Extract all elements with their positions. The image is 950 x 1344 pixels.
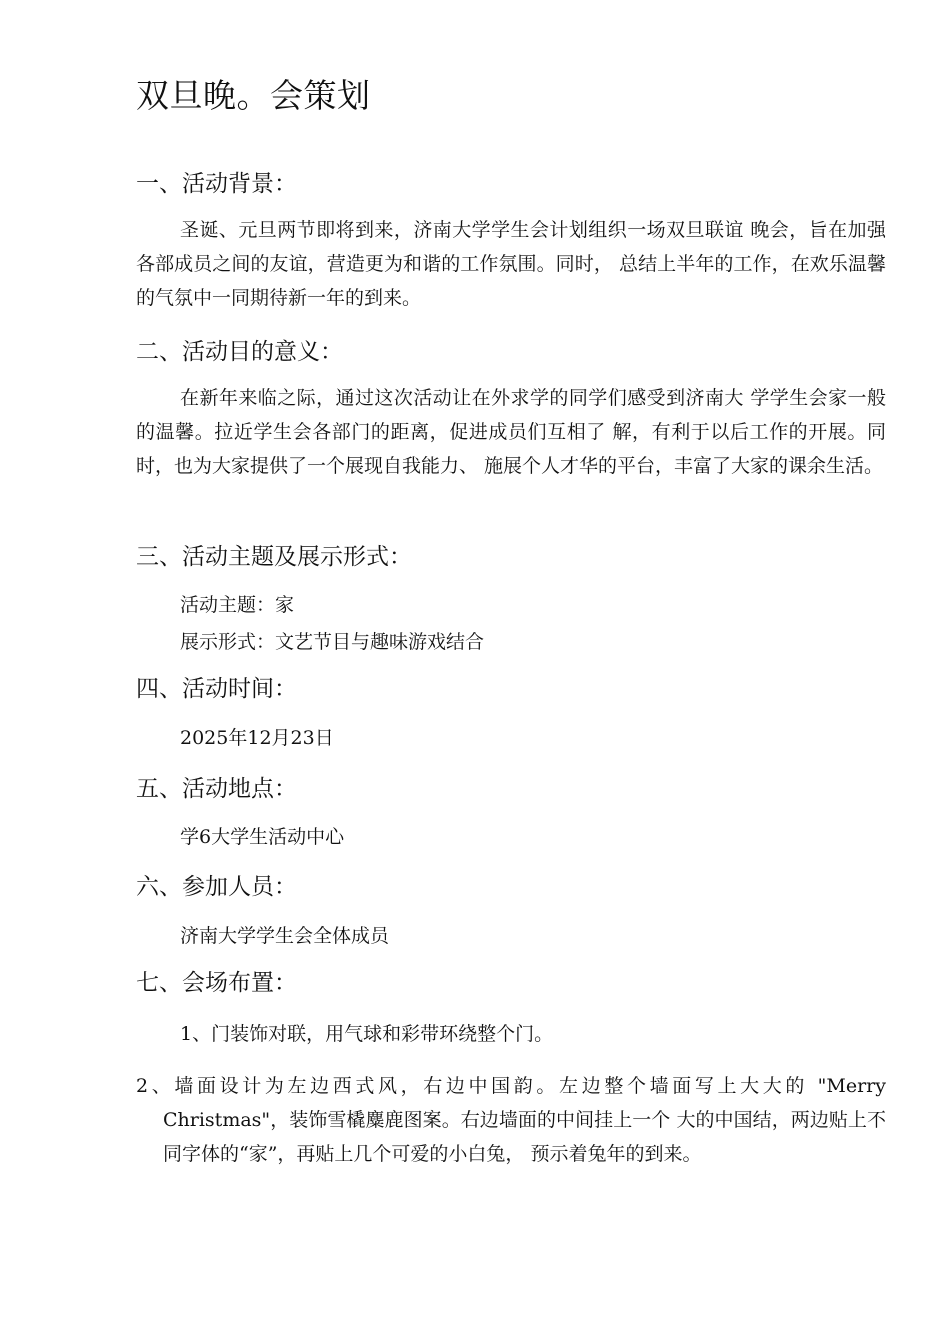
section-heading-participants: 六、参加人员： xyxy=(136,874,297,900)
section-heading-purpose: 二、活动目的意义： xyxy=(136,339,343,365)
venue-item-2: 2、墙面设计为左边西式风，右边中国韵。左边整个墙面写上大大的 "Merry Christmas"，装饰雪橇麋鹿图案。右边墙面的中间挂上一个 大的中国结，两边贴上不同字体的“家”，再贴上几个可爱的小白兔， 预示着兔年的到来。 xyxy=(136,1075,886,1165)
section-heading-location: 五、活动地点： xyxy=(136,776,297,802)
section-body-background: 圣诞、元旦两节即将到来，济南大学学生会计划组织一场双旦联谊 晚会，旨在加强各部成员之间的友谊，营造更为和谐的工作氛围。同时， 总结上半年的工作，在欢乐温馨的气氛中一同期待新一年的到来。 xyxy=(136,219,886,309)
event-participants: 济南大学学生会全体成员 xyxy=(180,925,390,947)
format-line: 展示形式：文艺节目与趣味游戏结合 xyxy=(180,631,485,653)
section-heading-theme: 三、活动主题及展示形式： xyxy=(136,544,412,570)
section-heading-venue: 七、会场布置： xyxy=(136,970,297,996)
section-heading-background: 一、活动背景： xyxy=(136,171,297,197)
theme-line: 活动主题：家 xyxy=(180,594,295,616)
venue-item-1: 1、门装饰对联，用气球和彩带环绕整个门。 xyxy=(180,1023,554,1045)
event-location: 学6大学生活动中心 xyxy=(180,826,345,848)
section-body-purpose: 在新年来临之际，通过这次活动让在外求学的同学们感受到济南大 学学生会家一般的温馨。拉近学生会各部门的距离，促进成员们互相了 解，有利于以后工作的开展。同时，也为大家提供了一个展现自我能力、 施展个人才华的平台，丰富了大家的课余生活。 xyxy=(136,387,886,477)
event-date: 2025年12月23日 xyxy=(180,727,334,749)
section-heading-time: 四、活动时间： xyxy=(136,676,297,702)
document-title: 双旦晚。会策划 xyxy=(136,76,371,115)
